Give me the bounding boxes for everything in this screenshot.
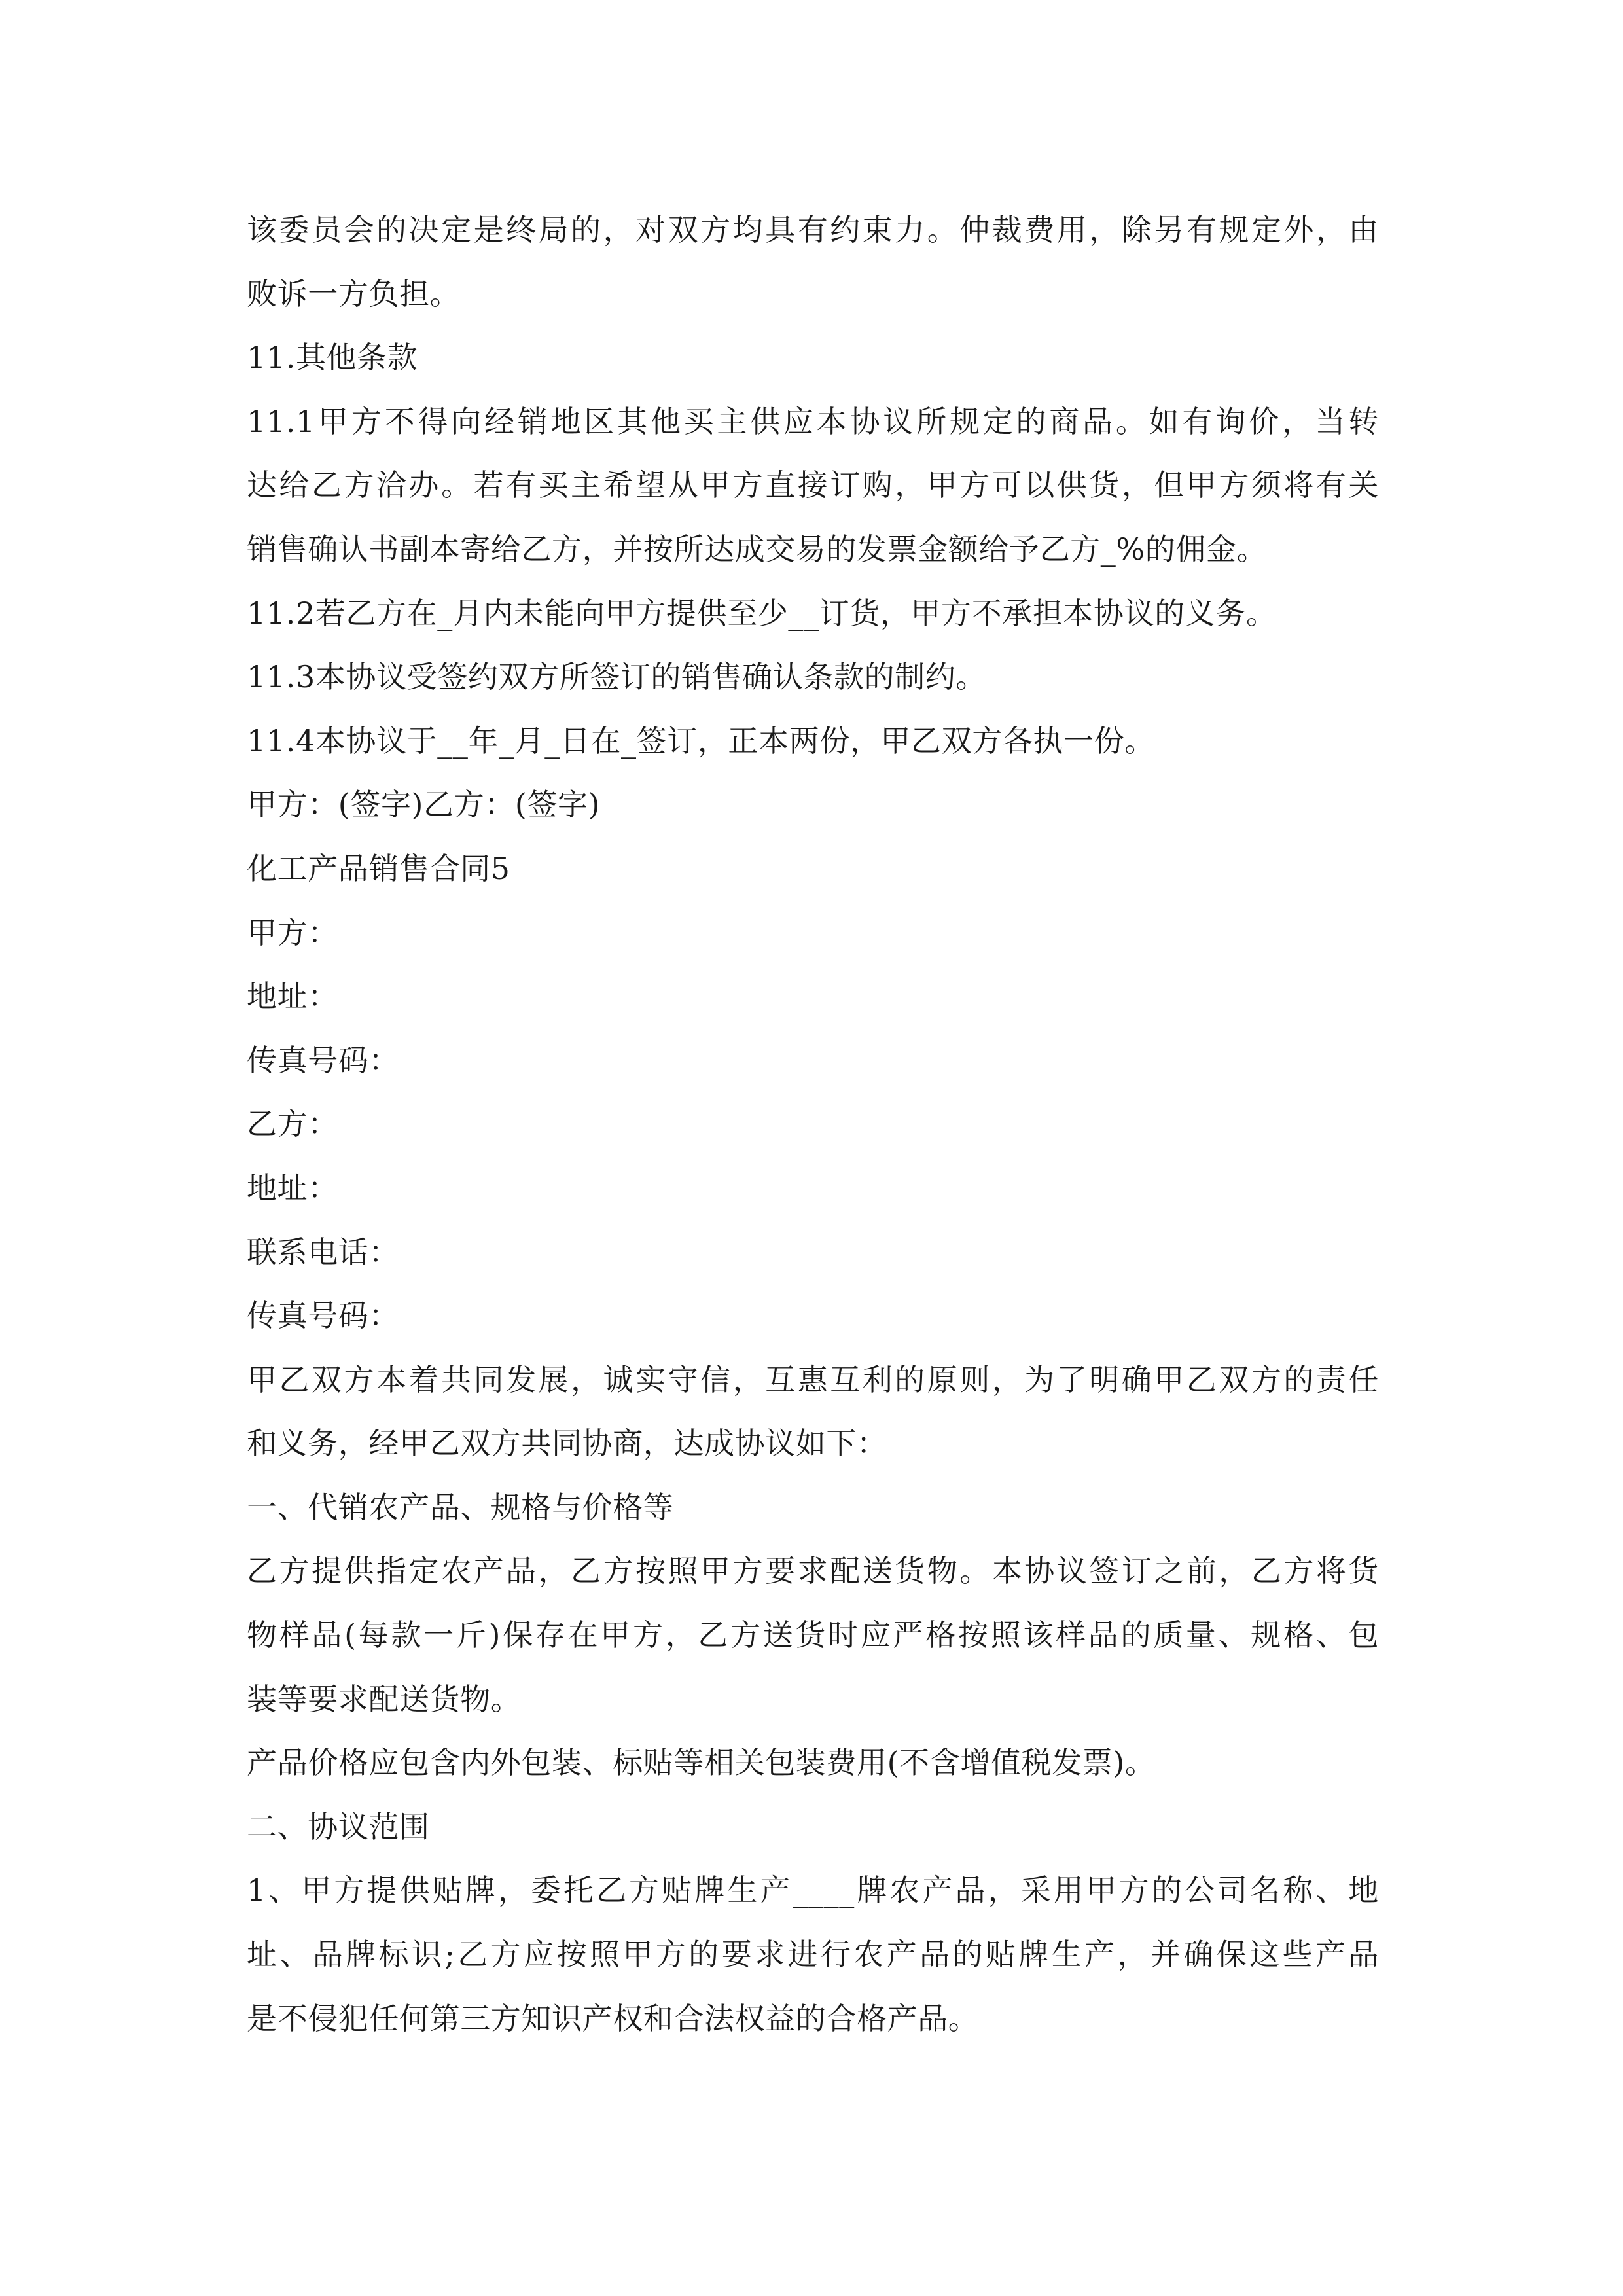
text-line: 乙方提供指定农产品，乙方按照甲方要求配送货物。本协议签订之前，乙方将货	[247, 1553, 1379, 1589]
party-b-label: 乙方：	[247, 1106, 338, 1142]
text-line: 11.4本协议于__年_月_日在_签订，正本两份，甲乙双方各执一份。	[247, 723, 1155, 759]
document-body	[247, 198, 1379, 2051]
text-line: 11.2若乙方在_月内未能向甲方提供至少__订货，甲方不承担本协议的义务。	[247, 595, 1277, 631]
fax-label: 传真号码：	[247, 1298, 399, 1334]
text-line: 达给乙方洽办。若有买主希望从甲方直接订购，甲方可以供货，但甲方须将有关	[247, 467, 1379, 503]
text-line: 产品价格应包含内外包装、标贴等相关包装费用(不含增值税发票)。	[247, 1745, 1156, 1781]
text-line: 是不侵犯任何第三方知识产权和合法权益的合格产品。	[247, 2000, 979, 2036]
address-label: 地址：	[247, 1170, 338, 1206]
section-heading: 一、代销农产品、规格与价格等	[247, 1489, 674, 1525]
text-line: 装等要求配送货物。	[247, 1681, 522, 1717]
text-line: 该委员会的决定是终局的，对双方均具有约束力。仲裁费用，除另有规定外，由	[247, 212, 1379, 247]
text-line: 和义务，经甲乙双方共同协商，达成协议如下：	[247, 1426, 887, 1462]
signature-line: 甲方：(签字)乙方：(签字)	[247, 787, 601, 823]
contract-title: 化工产品销售合同5	[247, 850, 510, 886]
text-line: 甲乙双方本着共同发展，诚实守信，互惠互利的原则，为了明确甲乙双方的责任	[247, 1361, 1379, 1397]
party-a-label: 甲方：	[247, 914, 338, 950]
text-line: 11.3本协议受签约双方所签订的销售确认条款的制约。	[247, 659, 987, 695]
address-label: 地址：	[247, 978, 338, 1014]
text-line: 址、品牌标识;乙方应按照甲方的要求进行农产品的贴牌生产，并确保这些产品	[247, 1937, 1379, 1973]
section-heading: 二、协议范围	[247, 1808, 430, 1844]
phone-label: 联系电话：	[247, 1234, 399, 1270]
fax-label: 传真号码：	[247, 1042, 399, 1078]
text-line: 败诉一方负担。	[247, 276, 461, 312]
text-line: 销售确认书副本寄给乙方，并按所达成交易的发票金额给予乙方_%的佣金。	[247, 531, 1268, 567]
text-line: 物样品(每款一斤)保存在甲方，乙方送货时应严格按照该样品的质量、规格、包	[247, 1617, 1379, 1653]
text-line: 1、甲方提供贴牌，委托乙方贴牌生产____牌农产品，采用甲方的公司名称、地	[247, 1873, 1379, 1909]
section-heading: 11.其他条款	[247, 340, 418, 376]
text-line: 11.1甲方不得向经销地区其他买主供应本协议所规定的商品。如有询价，当转	[247, 403, 1379, 439]
